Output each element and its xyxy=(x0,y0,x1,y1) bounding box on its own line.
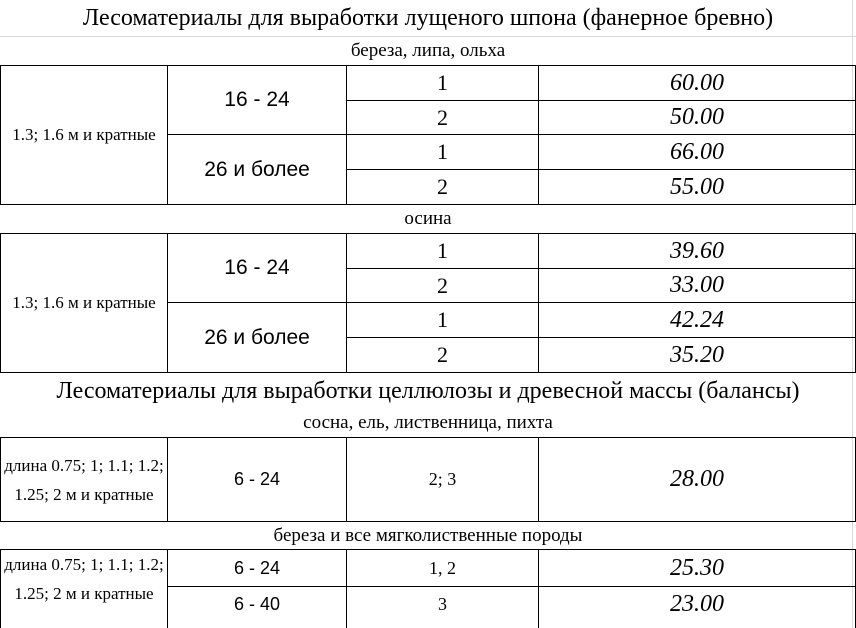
diameter-cell: 6 - 40 xyxy=(233,594,281,614)
table-border xyxy=(0,65,1,204)
price-cell: 35.20 xyxy=(670,341,724,368)
length-cell: длина 0.75; 1; 1.1; 1.2; 1.25; 2 м и кратные xyxy=(4,455,164,504)
diameter-cell: 6 - 24 xyxy=(233,469,281,489)
length-cell: длина 0.75; 1; 1.1; 1.2; 1.25; 2 м и кратные xyxy=(4,555,164,603)
section1-title: Лесоматериалы для выработки лущеного шпона (фанерное бревно) xyxy=(82,4,774,31)
diameter-cell: 16 - 24 xyxy=(224,88,290,111)
diameter-cell: 16 - 24 xyxy=(224,256,290,279)
price-cell: 33.00 xyxy=(670,272,724,298)
diameter-cell: 26 и более xyxy=(204,325,310,349)
table-border xyxy=(0,233,1,372)
price-cell: 50.00 xyxy=(670,104,724,130)
species-row: осина xyxy=(404,208,452,229)
price-cell: 39.60 xyxy=(670,237,724,264)
species-row: сосна, ель, лиственница, пихта xyxy=(303,411,553,433)
price-cell: 42.24 xyxy=(670,306,724,333)
section2-title: Лесоматериалы для выработки целлюлозы и древесной массы (балансы) xyxy=(56,377,800,404)
grade-cell: 1 xyxy=(437,307,448,332)
length-cell: 1.3; 1.6 м и кратные xyxy=(12,292,156,312)
grade-cell: 3 xyxy=(438,594,447,614)
price-cell: 55.00 xyxy=(670,173,724,200)
diameter-cell: 6 - 24 xyxy=(233,557,281,578)
grade-cell: 2 xyxy=(437,272,448,298)
length-cell: 1.3; 1.6 м и кратные xyxy=(12,124,156,144)
grade-cell: 2 xyxy=(437,104,448,130)
price-cell: 23.00 xyxy=(670,591,724,617)
grade-cell: 1 xyxy=(437,238,448,263)
diameter-cell: 26 и более xyxy=(204,157,310,181)
species-row: береза, липа, ольха xyxy=(350,39,506,61)
price-cell: 60.00 xyxy=(670,69,724,96)
grade-cell: 2; 3 xyxy=(428,469,457,489)
price-cell: 25.30 xyxy=(670,554,724,581)
grade-cell: 2 xyxy=(437,342,448,367)
grade-cell: 1 xyxy=(437,70,448,95)
price-cell: 28.00 xyxy=(670,466,724,492)
grade-cell: 1, 2 xyxy=(429,557,456,578)
grade-cell: 2 xyxy=(437,174,448,199)
price-cell: 66.00 xyxy=(670,138,724,165)
grade-cell: 1 xyxy=(437,139,448,164)
species-row: береза и все мягколиственные породы xyxy=(273,524,583,546)
